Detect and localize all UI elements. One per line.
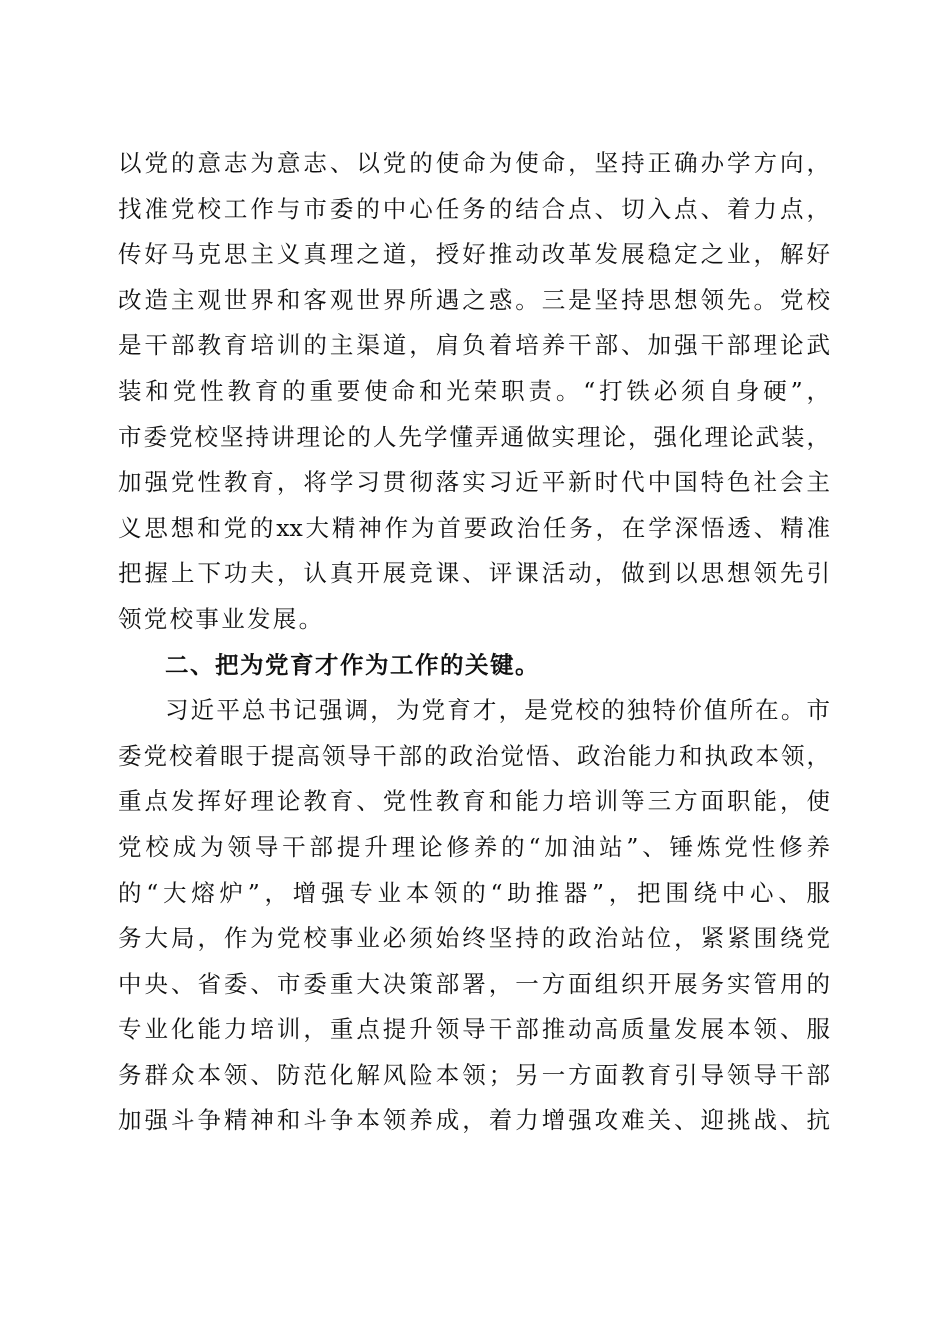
text-line: 加强斗争精神和斗争本领养成，着力增强攻难关、迎挑战、抗 <box>118 1106 830 1135</box>
text-line: 找准党校工作与市委的中心任务的结合点、切入点、着力点， <box>118 194 830 223</box>
paragraph-section-two <box>118 688 830 1144</box>
text-line: 务大局，作为党校事业必须始终坚持的政治站位，紧紧围绕党 <box>118 924 830 953</box>
text-line: 传好马克思主义真理之道，授好推动改革发展稳定之业，解好 <box>118 240 830 269</box>
section-heading: 二、把为党育才作为工作的关键。 <box>165 650 540 679</box>
text-line: 加强党性教育，将学习贯彻落实习近平新时代中国特色社会主 <box>118 468 830 497</box>
text-line: 装和党性教育的重要使命和光荣职责。“打铁必须自身硬”， <box>118 376 830 405</box>
text-line: 重点发挥好理论教育、党性教育和能力培训等三方面职能，使 <box>118 787 830 816</box>
text-line-first: 习近平总书记强调，为党育才，是党校的独特价值所在。市 <box>165 696 830 725</box>
text-line-last: 领党校事业发展。 <box>118 604 325 633</box>
document-body <box>118 141 830 1144</box>
text-line: 把握上下功夫，认真开展竞课、评课活动，做到以思想领先引 <box>118 559 830 588</box>
text-line: 委党校着眼于提高领导干部的政治觉悟、政治能力和执政本领， <box>118 741 830 770</box>
text-line: 义思想和党的xx大精神作为首要政治任务，在学深悟透、精准 <box>118 513 830 542</box>
text-line: 党校成为领导干部提升理论修养的“加油站”、锤炼党性修养 <box>118 832 830 861</box>
text-line: 的“大熔炉”，增强专业本领的“助推器”，把围绕中心、服 <box>118 878 830 907</box>
text-line: 务群众本领、防范化解风险本领；另一方面教育引导领导干部 <box>118 1060 830 1089</box>
text-line: 专业化能力培训，重点提升领导干部推动高质量发展本领、服 <box>118 1015 830 1044</box>
text-line: 中央、省委、市委重大决策部署，一方面组织开展务实管用的 <box>118 969 830 998</box>
text-line: 市委党校坚持讲理论的人先学懂弄通做实理论，强化理论武装， <box>118 422 830 451</box>
text-line: 是干部教育培训的主渠道，肩负着培养干部、加强干部理论武 <box>118 331 830 360</box>
paragraph-continued <box>118 141 830 643</box>
text-line: 以党的意志为意志、以党的使命为使命，坚持正确办学方向， <box>118 149 830 177</box>
text-line: 改造主观世界和客观世界所遇之惑。三是坚持思想领先。党校 <box>118 285 830 314</box>
